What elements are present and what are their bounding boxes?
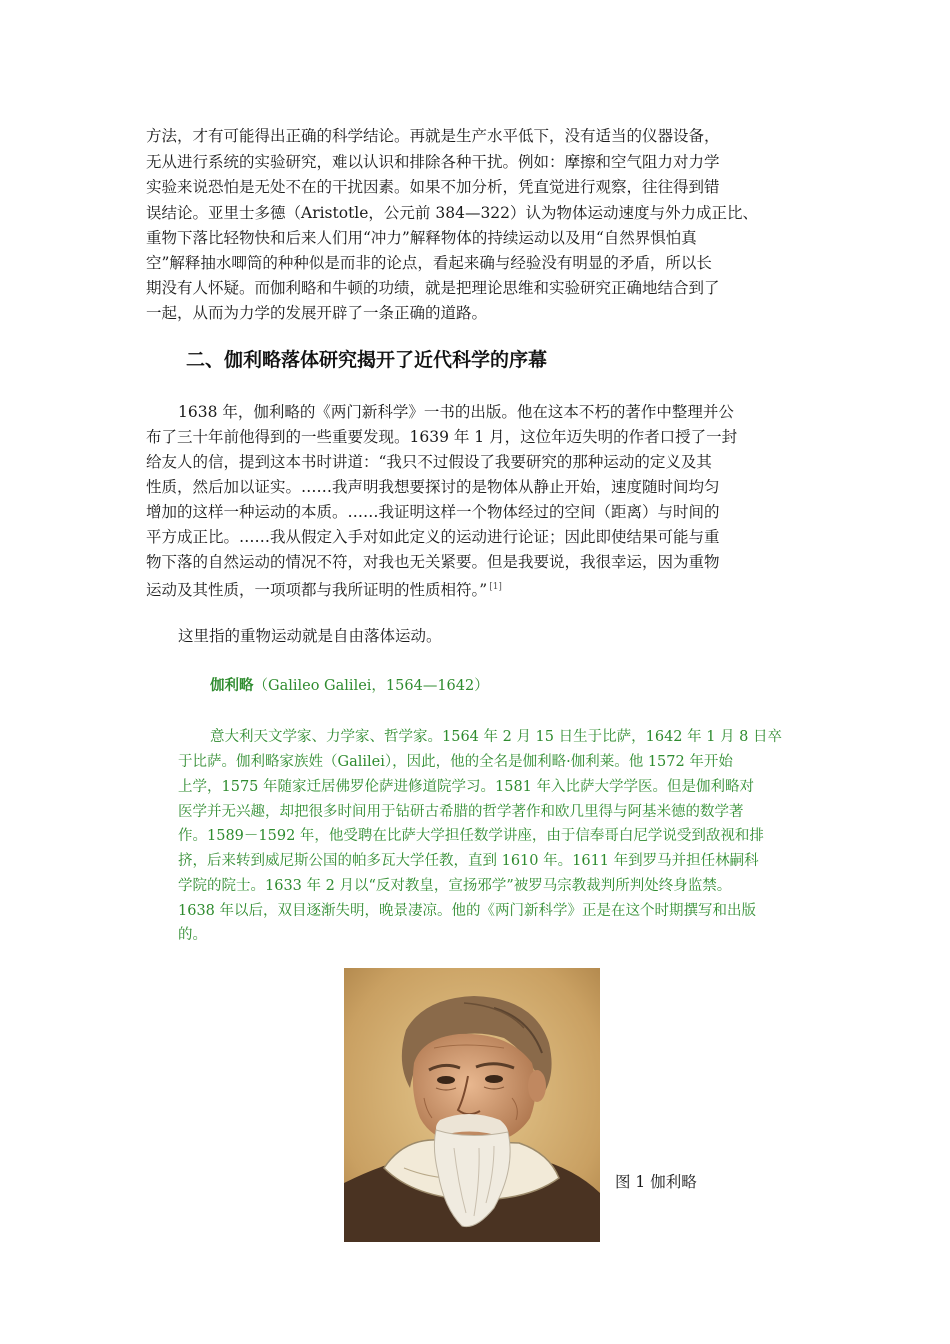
bio-line: 1638 年以后，双目逐渐失明，晚景凄凉。他的《两门新科学》正是在这个时期撰写和出版	[178, 903, 757, 919]
intro-line: 重物下落比轻物快和后来人们用“冲力”解释物体的持续运动以及用“自然界惧怕真	[146, 229, 697, 247]
bio-line: 上学，1575 年随家迁居佛罗伦萨进修道院学习。1581 年入比萨大学学医。但是伽利略对	[178, 779, 755, 795]
bio-line: 医学并无兴趣，却把很多时间用于钻研古希腊的哲学著作和欧几里得与阿基米德的数学著	[178, 804, 744, 820]
quote-line: 给友人的信，提到这本书时讲道：“我只不过假设了我要研究的那种运动的定义及其	[146, 453, 712, 471]
intro-line: 误结论。亚里士多德（Aristotle，公元前 384—322）认为物体运动速度与外力成正比、	[146, 204, 759, 222]
intro-line: 无从进行系统的实验研究，难以认识和排除各种干扰。例如：摩擦和空气阻力对力学	[146, 153, 720, 171]
bio-heading	[210, 674, 489, 698]
bio-name-detail: （Galileo Galilei，1564—1642）	[253, 678, 489, 694]
intro-line: 期没有人怀疑。而伽利略和牛顿的功绩，就是把理论思维和实验研究正确地结合到了	[146, 279, 720, 297]
intro-line: 实验来说恐怕是无处不在的干扰因素。如果不加分析，凭直觉进行观察，往往得到错	[146, 178, 720, 196]
intro-line: 方法，才有可能得出正确的科学结论。再就是生产水平低下，没有适当的仪器设备，	[146, 127, 720, 145]
bio-line: 于比萨。伽利略家族姓（Galilei），因此，他的全名是伽利略·伽利莱。他 1572 年开始	[178, 754, 733, 770]
intro-line: 空”解释抽水唧筒的种种似是而非的论点，看起来确与经验没有明显的矛盾，所以长	[146, 254, 712, 272]
quote-line: 1638 年，伽利略的《两门新科学》一书的出版。他在这本不朽的著作中整理并公	[178, 403, 734, 421]
quote-line: 增加的这样一种运动的本质。……我证明这样一个物体经过的空间（距离）与时间的	[146, 503, 720, 521]
quote-line: 平方成正比。……我从假定入手对如此定义的运动进行论证；因此即使结果可能与重	[146, 528, 720, 546]
bio-line: 挤，后来转到威尼斯公国的帕多瓦大学任教，直到 1610 年。1611 年到罗马并担任林嗣科	[178, 853, 759, 869]
figure-caption: 图 1 伽利略	[615, 1173, 697, 1191]
bio-line: 作。1589－1592 年，他受聘在比萨大学担任数学讲座，由于信奉哥白尼学说受到敌视和排	[178, 828, 764, 844]
bio-line: 的。	[178, 927, 207, 943]
quote-line: 布了三十年前他得到的一些重要发现。1639 年 1 月，这位年迈失明的作者口授了一封	[146, 428, 738, 446]
bio-name: 伽利略	[210, 677, 254, 694]
quote-line: 运动及其性质，一项项都与我所证明的性质相符。”	[146, 581, 488, 599]
galileo-portrait-image	[344, 968, 600, 1242]
bio-line: 学院的院士。1633 年 2 月以“反对教皇，宣扬邪学”被罗马宗教裁判所判处终身监禁。	[178, 878, 732, 894]
quote-line: 性质，然后加以证实。……我声明我想要探讨的是物体从静止开始，速度随时间均匀	[146, 478, 720, 496]
bio-line: 意大利天文学家、力学家、哲学家。1564 年 2 月 15 日生于比萨，1642 年 1 月 8 日卒	[210, 729, 783, 745]
intro-line: 一起，从而为力学的发展开辟了一条正确的道路。	[146, 304, 488, 322]
quote-line-last	[146, 575, 502, 599]
free-fall-note: 这里指的重物运动就是自由落体运动。	[178, 627, 442, 645]
section-heading: 二、伽利略落体研究揭开了近代科学的序幕	[186, 349, 548, 371]
quote-line: 物下落的自然运动的情况不符，对我也无关紧要。但是我要说，我很幸运，因为重物	[146, 553, 720, 571]
footnote-reference[interactable]: [1]	[489, 582, 502, 592]
